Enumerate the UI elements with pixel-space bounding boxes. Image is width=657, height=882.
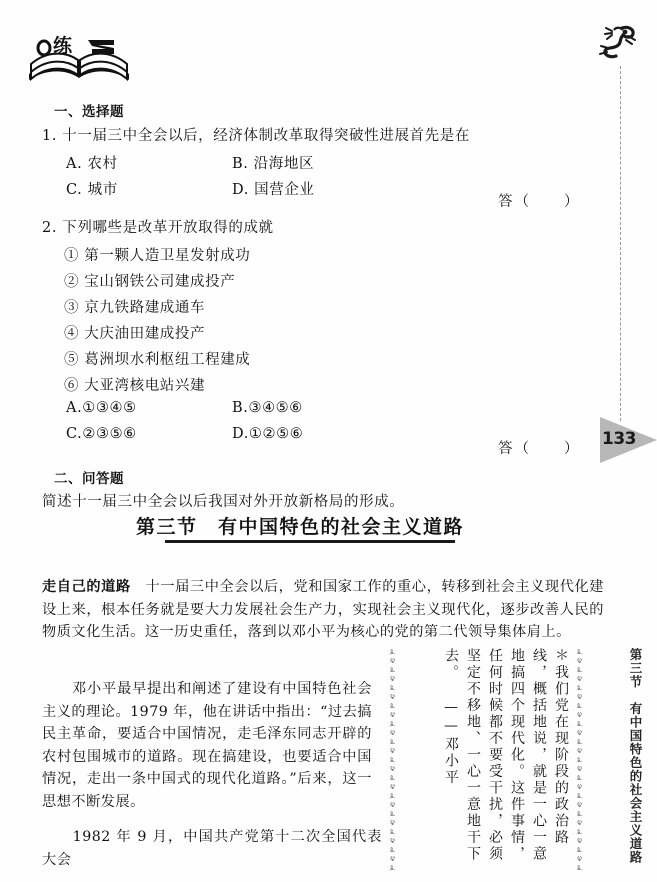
paragraph-1-text: 十一届三中全会以后，党和国家工作的重心，转移到社会主义现代化建设上来，根本任务就是要大力发展社会生产力，实现社会主义现代化，逐步改善人民的物质文化生活。这一历史重任，落到以邓小平为核心的党的第二代领导集体肩上。 — [42, 579, 604, 640]
decorative-dashed-rule — [620, 66, 621, 421]
dragon-ornament-icon — [592, 24, 642, 62]
quote-border-right: ೩೪೩೪೩೪೩೪೩೪೩೪೩೪೩೪೩೪೩೪೩೪೩೪೩ — [576, 648, 583, 873]
quote-text: ＊我们党在现阶段的政治路线，概括地说，就是一心一意地搞四个现代化。这件事情，任何时候都不要受干扰，必须坚定不移地、一心一意地干下去。 — [443, 648, 569, 863]
question-1-option-b: B. 沿海地区 — [232, 156, 315, 172]
question-2-item-4: ④ 大庆油田建成投产 — [64, 326, 206, 342]
exercise-part2-heading: 二、问答题 — [54, 471, 124, 487]
question-2-answer-blank[interactable]: 答（ ） — [498, 441, 581, 457]
question-2-option-a: A.①③④⑤ — [66, 400, 137, 416]
question-1-text: 1. 十一届三中全会以后，经济体制改革取得突破性进展首先是在 — [42, 128, 470, 144]
question-1-option-d: D. 国营企业 — [232, 182, 315, 198]
question-2-item-6: ⑥ 大亚湾核电站兴建 — [64, 378, 206, 394]
question-2-item-5: ⑤ 葛洲坝水利枢纽工程建成 — [64, 352, 251, 368]
question-2-item-3: ③ 京九铁路建成通车 — [64, 300, 206, 316]
section-title-underline — [165, 540, 455, 543]
page-number-label: 133 — [602, 429, 636, 449]
open-book-icon — [26, 30, 134, 88]
question-1-answer-blank[interactable]: 答（ ） — [498, 194, 581, 210]
quote-border-left: ೩೪೩೪೩೪೩೪೩೪೩೪೩೪೩೪೩೪೩೪೩೪೩೪೩ — [389, 648, 396, 873]
question-1-option-c: C. 城市 — [66, 182, 118, 198]
paragraph-1 — [42, 576, 604, 644]
exercise-part1-heading: 一、选择题 — [54, 104, 124, 120]
page-number — [600, 417, 657, 463]
quote-box — [388, 648, 584, 873]
paragraph-1-lead: 走自己的道路 — [42, 579, 131, 595]
question-2-text: 2. 下列哪些是改革开放取得的成就 — [42, 220, 274, 236]
question-2-option-d: D.①②⑤⑥ — [232, 426, 304, 442]
question-2-item-1: ① 第一颗人造卫星发射成功 — [64, 248, 251, 264]
section-side-tab: 第三节 有中国特色的社会主义道路 — [628, 648, 643, 864]
quote-attribution: ——邓小平 — [443, 699, 459, 786]
paragraph-3: 1982 年 9 月，中国共产党第十二次全国代表大会 — [42, 829, 382, 868]
question-2-option-b: B.③④⑤⑥ — [232, 400, 303, 416]
svg-text:练: 练 — [53, 35, 73, 57]
question-2-item-2: ② 宝山钢铁公司建成投产 — [64, 274, 236, 290]
question-2-option-c: C.②③⑤⑥ — [66, 426, 137, 442]
question-1-option-a: A. 农村 — [66, 156, 118, 172]
question-3-text: 简述十一届三中全会以后我国对外开放新格局的形成。 — [42, 494, 405, 510]
section-title: 第三节 有中国特色的社会主义道路 — [135, 516, 464, 538]
paragraph-2: 邓小平最早提出和阐述了建设有中国特色社会主义的理论。1979 年，他在讲话中指出：“过去搞民主革命，要适合中国情况，走毛泽东同志开辟的农村包围城市的道路。现在搞建设，也要适合中国情况，走出一条中国式的现代化道路。”后来，这一思想不断发展。 — [42, 681, 372, 810]
